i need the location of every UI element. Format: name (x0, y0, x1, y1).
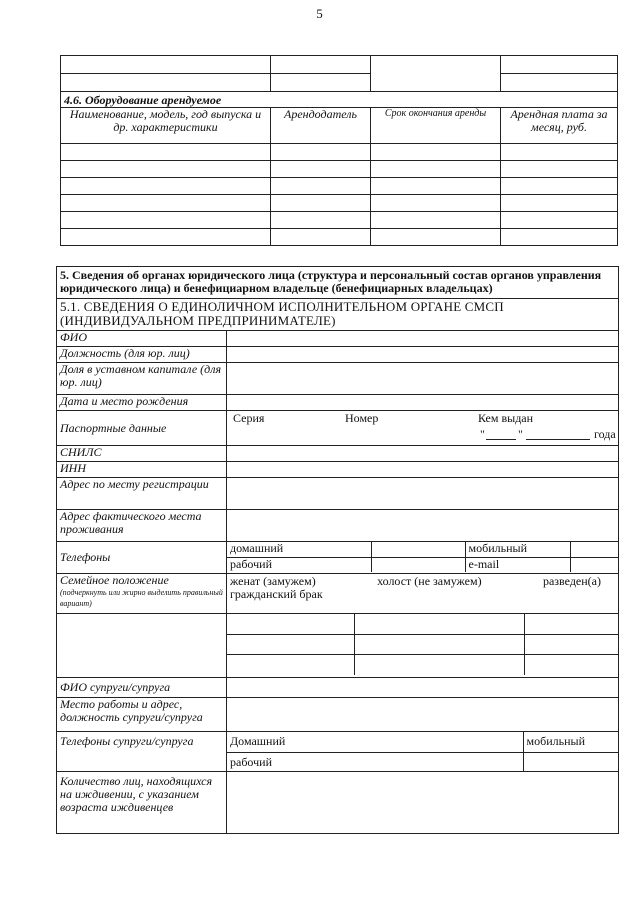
cell[interactable] (61, 144, 271, 161)
column-header: Срок окончания аренды (371, 108, 501, 144)
cell[interactable] (271, 161, 371, 178)
actual-address-field[interactable] (227, 510, 619, 542)
spouse-home-phone[interactable]: Домашний (227, 732, 523, 752)
passport-field[interactable] (227, 411, 619, 446)
cell[interactable] (271, 144, 371, 161)
cell[interactable] (227, 614, 354, 634)
passport-number-label: Номер (345, 411, 379, 425)
cell[interactable] (61, 212, 271, 229)
cell[interactable] (371, 161, 501, 178)
label-position: Должность (для юр. лиц) (57, 347, 227, 363)
section-5-table (56, 266, 619, 834)
marital-option-single[interactable]: холост (не замужем) (377, 574, 482, 588)
cell[interactable] (271, 229, 371, 246)
position-field[interactable] (227, 347, 619, 363)
column-header: Арендная плата за месяц, руб. (501, 108, 618, 144)
passport-month-blank[interactable] (526, 428, 590, 440)
label-reg-address: Адрес по месту регистрации (57, 478, 227, 510)
spouse-work-phone[interactable]: рабочий (227, 752, 523, 771)
cell[interactable] (501, 178, 618, 195)
column-header: Наименование, модель, год выпуска и др. характеристики (61, 108, 271, 144)
cell[interactable] (501, 56, 618, 74)
cell[interactable] (271, 195, 371, 212)
fio-field[interactable] (227, 331, 619, 347)
spouse-mobile-phone[interactable]: мобильный (526, 734, 585, 748)
email-input[interactable] (570, 557, 618, 572)
label-actual-address: Адрес фактического места проживания (57, 510, 227, 542)
reg-address-field[interactable] (227, 478, 619, 510)
cell[interactable] (271, 56, 371, 74)
cell[interactable] (61, 195, 271, 212)
mobile-phone-input[interactable] (570, 542, 618, 557)
passport-issued-label: Кем выдан (478, 411, 534, 425)
cell[interactable] (524, 654, 618, 675)
cell[interactable] (61, 178, 271, 195)
marital-option-divorced[interactable]: разведен(а) (542, 574, 601, 588)
label-fio: ФИО (57, 331, 227, 347)
section-5-title: 5. Сведения об органах юридического лица (структура и персональный состав органов управления юридического лица) и бенефициарном владельце (бенефициарных владельцах) (57, 267, 619, 299)
cell[interactable] (354, 614, 524, 634)
cell[interactable] (371, 212, 501, 229)
share-field[interactable] (227, 363, 619, 395)
cell[interactable] (371, 74, 501, 92)
label-passport: Паспортные данные (57, 411, 227, 446)
column-header: Арендодатель (271, 108, 371, 144)
cell[interactable] (501, 212, 618, 229)
cell[interactable] (524, 634, 618, 654)
phones-field (227, 542, 619, 574)
spouse-work-field[interactable] (227, 698, 619, 732)
label-snils: СНИЛС (57, 446, 227, 462)
cell[interactable] (524, 614, 618, 634)
cell[interactable] (371, 229, 501, 246)
label-birth: Дата и место рождения (57, 395, 227, 411)
passport-date-close-quote: " (518, 427, 523, 441)
spouse-fio-field[interactable] (227, 678, 619, 698)
work-phone-label: рабочий (227, 557, 371, 572)
label-phones: Телефоны (57, 542, 227, 574)
work-phone-input[interactable] (371, 557, 465, 572)
marital-label: Семейное положение (60, 573, 169, 587)
marital-note: (подчеркнуть или жирно выделить правильный вариант) (60, 588, 223, 608)
email-label: e-mail (465, 557, 570, 572)
cell[interactable] (354, 654, 524, 675)
home-phone-label: домашний (227, 542, 371, 557)
inn-field[interactable] (227, 462, 619, 478)
label-marital (57, 574, 227, 614)
passport-day-blank[interactable] (486, 428, 516, 440)
cell[interactable] (501, 161, 618, 178)
cell[interactable] (227, 654, 354, 675)
spouse-phones-field (227, 732, 619, 772)
equipment-table (60, 55, 618, 246)
cell[interactable] (61, 56, 271, 74)
mobile-phone-label: мобильный (465, 542, 570, 557)
cell[interactable] (61, 74, 271, 92)
extra-label-cell (57, 614, 227, 678)
cell[interactable] (271, 178, 371, 195)
cell[interactable] (501, 195, 618, 212)
cell[interactable] (371, 56, 501, 74)
label-share: Доля в уставном капитале (для юр. лиц) (57, 363, 227, 395)
marital-option-married[interactable]: женат (замужем) (230, 574, 316, 588)
passport-year-label: года (594, 427, 616, 441)
cell[interactable] (227, 634, 354, 654)
birth-field[interactable] (227, 395, 619, 411)
marital-field (227, 574, 619, 614)
page-number: 5 (316, 6, 323, 21)
cell[interactable] (271, 212, 371, 229)
label-dependents: Количество лиц, находящихся на иждивении, с указанием возраста иждивенцев (57, 772, 227, 834)
spouse-extra-cell[interactable] (523, 752, 618, 771)
home-phone-input[interactable] (371, 542, 465, 557)
passport-date-open-quote: " (480, 427, 485, 441)
snils-field[interactable] (227, 446, 619, 462)
label-spouse-work: Место работы и адрес, должность супруги/супруга (57, 698, 227, 732)
label-spouse-phones: Телефоны супруги/супруга (57, 732, 227, 772)
section-5-1-title: 5.1. СВЕДЕНИЯ О ЕДИНОЛИЧНОМ ИСПОЛНИТЕЛЬНОМ ОРГАНЕ СМСП (ИНДИВИДУАЛЬНОМ ПРЕДПРИНИМАТЕЛЕ) (57, 299, 619, 331)
label-inn: ИНН (57, 462, 227, 478)
cell[interactable] (371, 178, 501, 195)
cell[interactable] (501, 229, 618, 246)
cell[interactable] (501, 74, 618, 92)
section-4-6-title: 4.6. Оборудование арендуемое (61, 92, 618, 108)
label-spouse-fio: ФИО супруги/супруга (57, 678, 227, 698)
dependents-field[interactable] (227, 772, 619, 834)
extra-grid (227, 614, 619, 678)
marital-option-civil[interactable]: гражданский брак (230, 587, 323, 601)
cell[interactable] (271, 74, 371, 92)
cell[interactable] (371, 195, 501, 212)
cell[interactable] (354, 634, 524, 654)
passport-series-label: Серия (233, 411, 265, 425)
cell[interactable] (61, 229, 271, 246)
cell[interactable] (371, 144, 501, 161)
cell[interactable] (61, 161, 271, 178)
cell[interactable] (501, 144, 618, 161)
